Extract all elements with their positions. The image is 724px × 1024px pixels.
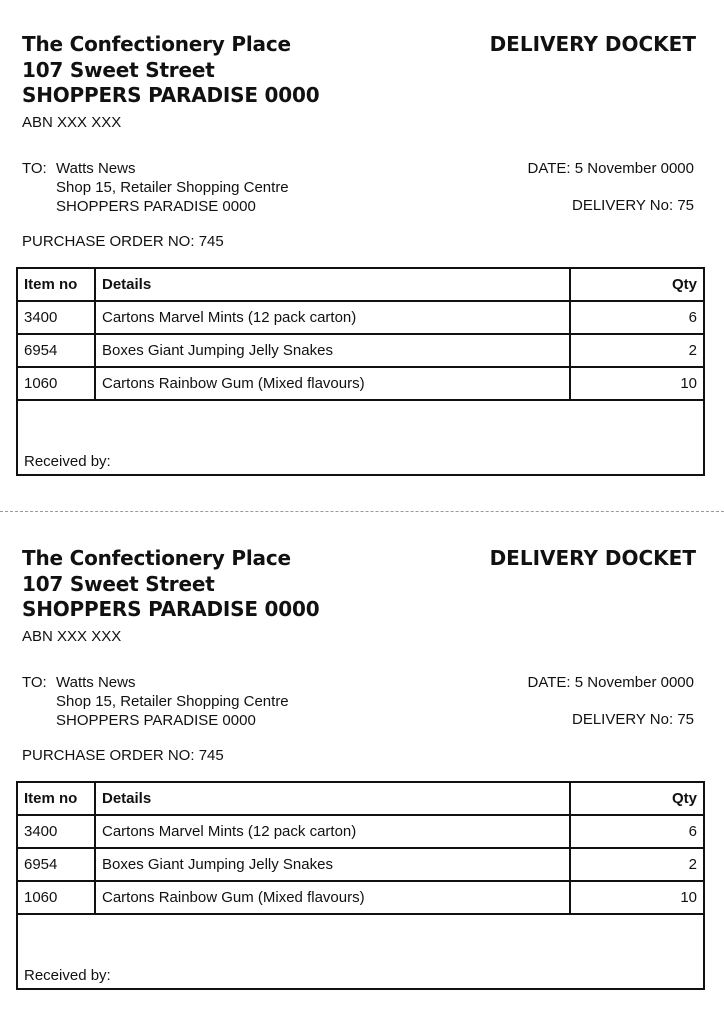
item-no-cell: 3400 [17,301,95,334]
recipient-name: Watts News [56,160,136,177]
purchase-order-number: PURCHASE ORDER NO: 745 [22,747,224,764]
received-by-row [17,400,704,475]
recipient-block [22,159,289,216]
company-name: The Confectionery Place [22,546,291,570]
table-row [17,367,704,400]
delivery-number: DELIVERY No: 75 [571,197,694,214]
company-abn: ABN XXX XXX [22,628,122,645]
qty-cell: 10 [570,367,704,400]
docket-title: DELIVERY DOCKET [489,32,696,56]
table-row [17,815,704,848]
qty-cell: 6 [570,301,704,334]
recipient-address-line-2: SHOPPERS PARADISE 0000 [56,198,256,215]
company-block [22,32,319,109]
qty-cell: 10 [570,881,704,914]
docket-meta [528,673,694,729]
item-no-cell: 3400 [17,815,95,848]
header-details: Details [95,268,570,301]
item-no-cell: 1060 [17,367,95,400]
recipient-block [22,673,289,730]
delivery-docket-bottom [0,514,724,1014]
items-table [16,781,705,990]
received-by-label: Received by: [17,914,704,989]
qty-cell: 6 [570,815,704,848]
header-details: Details [95,782,570,815]
to-label: TO: [22,674,47,691]
details-cell: Cartons Marvel Mints (12 pack carton) [95,301,570,334]
purchase-order-number: PURCHASE ORDER NO: 745 [22,233,224,250]
recipient-address-line-1: Shop 15, Retailer Shopping Centre [56,179,289,196]
details-cell: Boxes Giant Jumping Jelly Snakes [95,848,570,881]
company-street: 107 Sweet Street [22,571,215,596]
delivery-number: DELIVERY No: 75 [571,711,694,728]
docket-date: DATE: 5 November 0000 [527,160,694,177]
details-cell: Boxes Giant Jumping Jelly Snakes [95,334,570,367]
table-header-row [17,268,704,301]
docket-meta [528,159,694,215]
docket-date: DATE: 5 November 0000 [527,674,694,691]
qty-cell: 2 [570,334,704,367]
header-qty: Qty [570,782,704,815]
header-item-no: Item no [17,782,95,815]
received-by-row [17,914,704,989]
delivery-docket-top [0,0,724,500]
recipient-address-line-2: SHOPPERS PARADISE 0000 [56,712,256,729]
cut-line-divider [0,511,724,512]
table-row [17,334,704,367]
company-street: 107 Sweet Street [22,57,215,82]
details-cell: Cartons Marvel Mints (12 pack carton) [95,815,570,848]
received-by-label: Received by: [17,400,704,475]
items-table [16,267,705,476]
to-label: TO: [22,160,47,177]
recipient-address-line-1: Shop 15, Retailer Shopping Centre [56,693,289,710]
recipient-name: Watts News [56,674,136,691]
company-block [22,546,319,623]
item-no-cell: 6954 [17,848,95,881]
header-item-no: Item no [17,268,95,301]
item-no-cell: 6954 [17,334,95,367]
company-name: The Confectionery Place [22,32,291,56]
qty-cell: 2 [570,848,704,881]
table-row [17,301,704,334]
item-no-cell: 1060 [17,881,95,914]
table-header-row [17,782,704,815]
company-abn: ABN XXX XXX [22,114,122,131]
header-qty: Qty [570,268,704,301]
details-cell: Cartons Rainbow Gum (Mixed flavours) [95,367,570,400]
table-row [17,848,704,881]
docket-title: DELIVERY DOCKET [489,546,696,570]
company-city: SHOPPERS PARADISE 0000 [22,597,320,621]
table-row [17,881,704,914]
details-cell: Cartons Rainbow Gum (Mixed flavours) [95,881,570,914]
company-city: SHOPPERS PARADISE 0000 [22,83,320,107]
